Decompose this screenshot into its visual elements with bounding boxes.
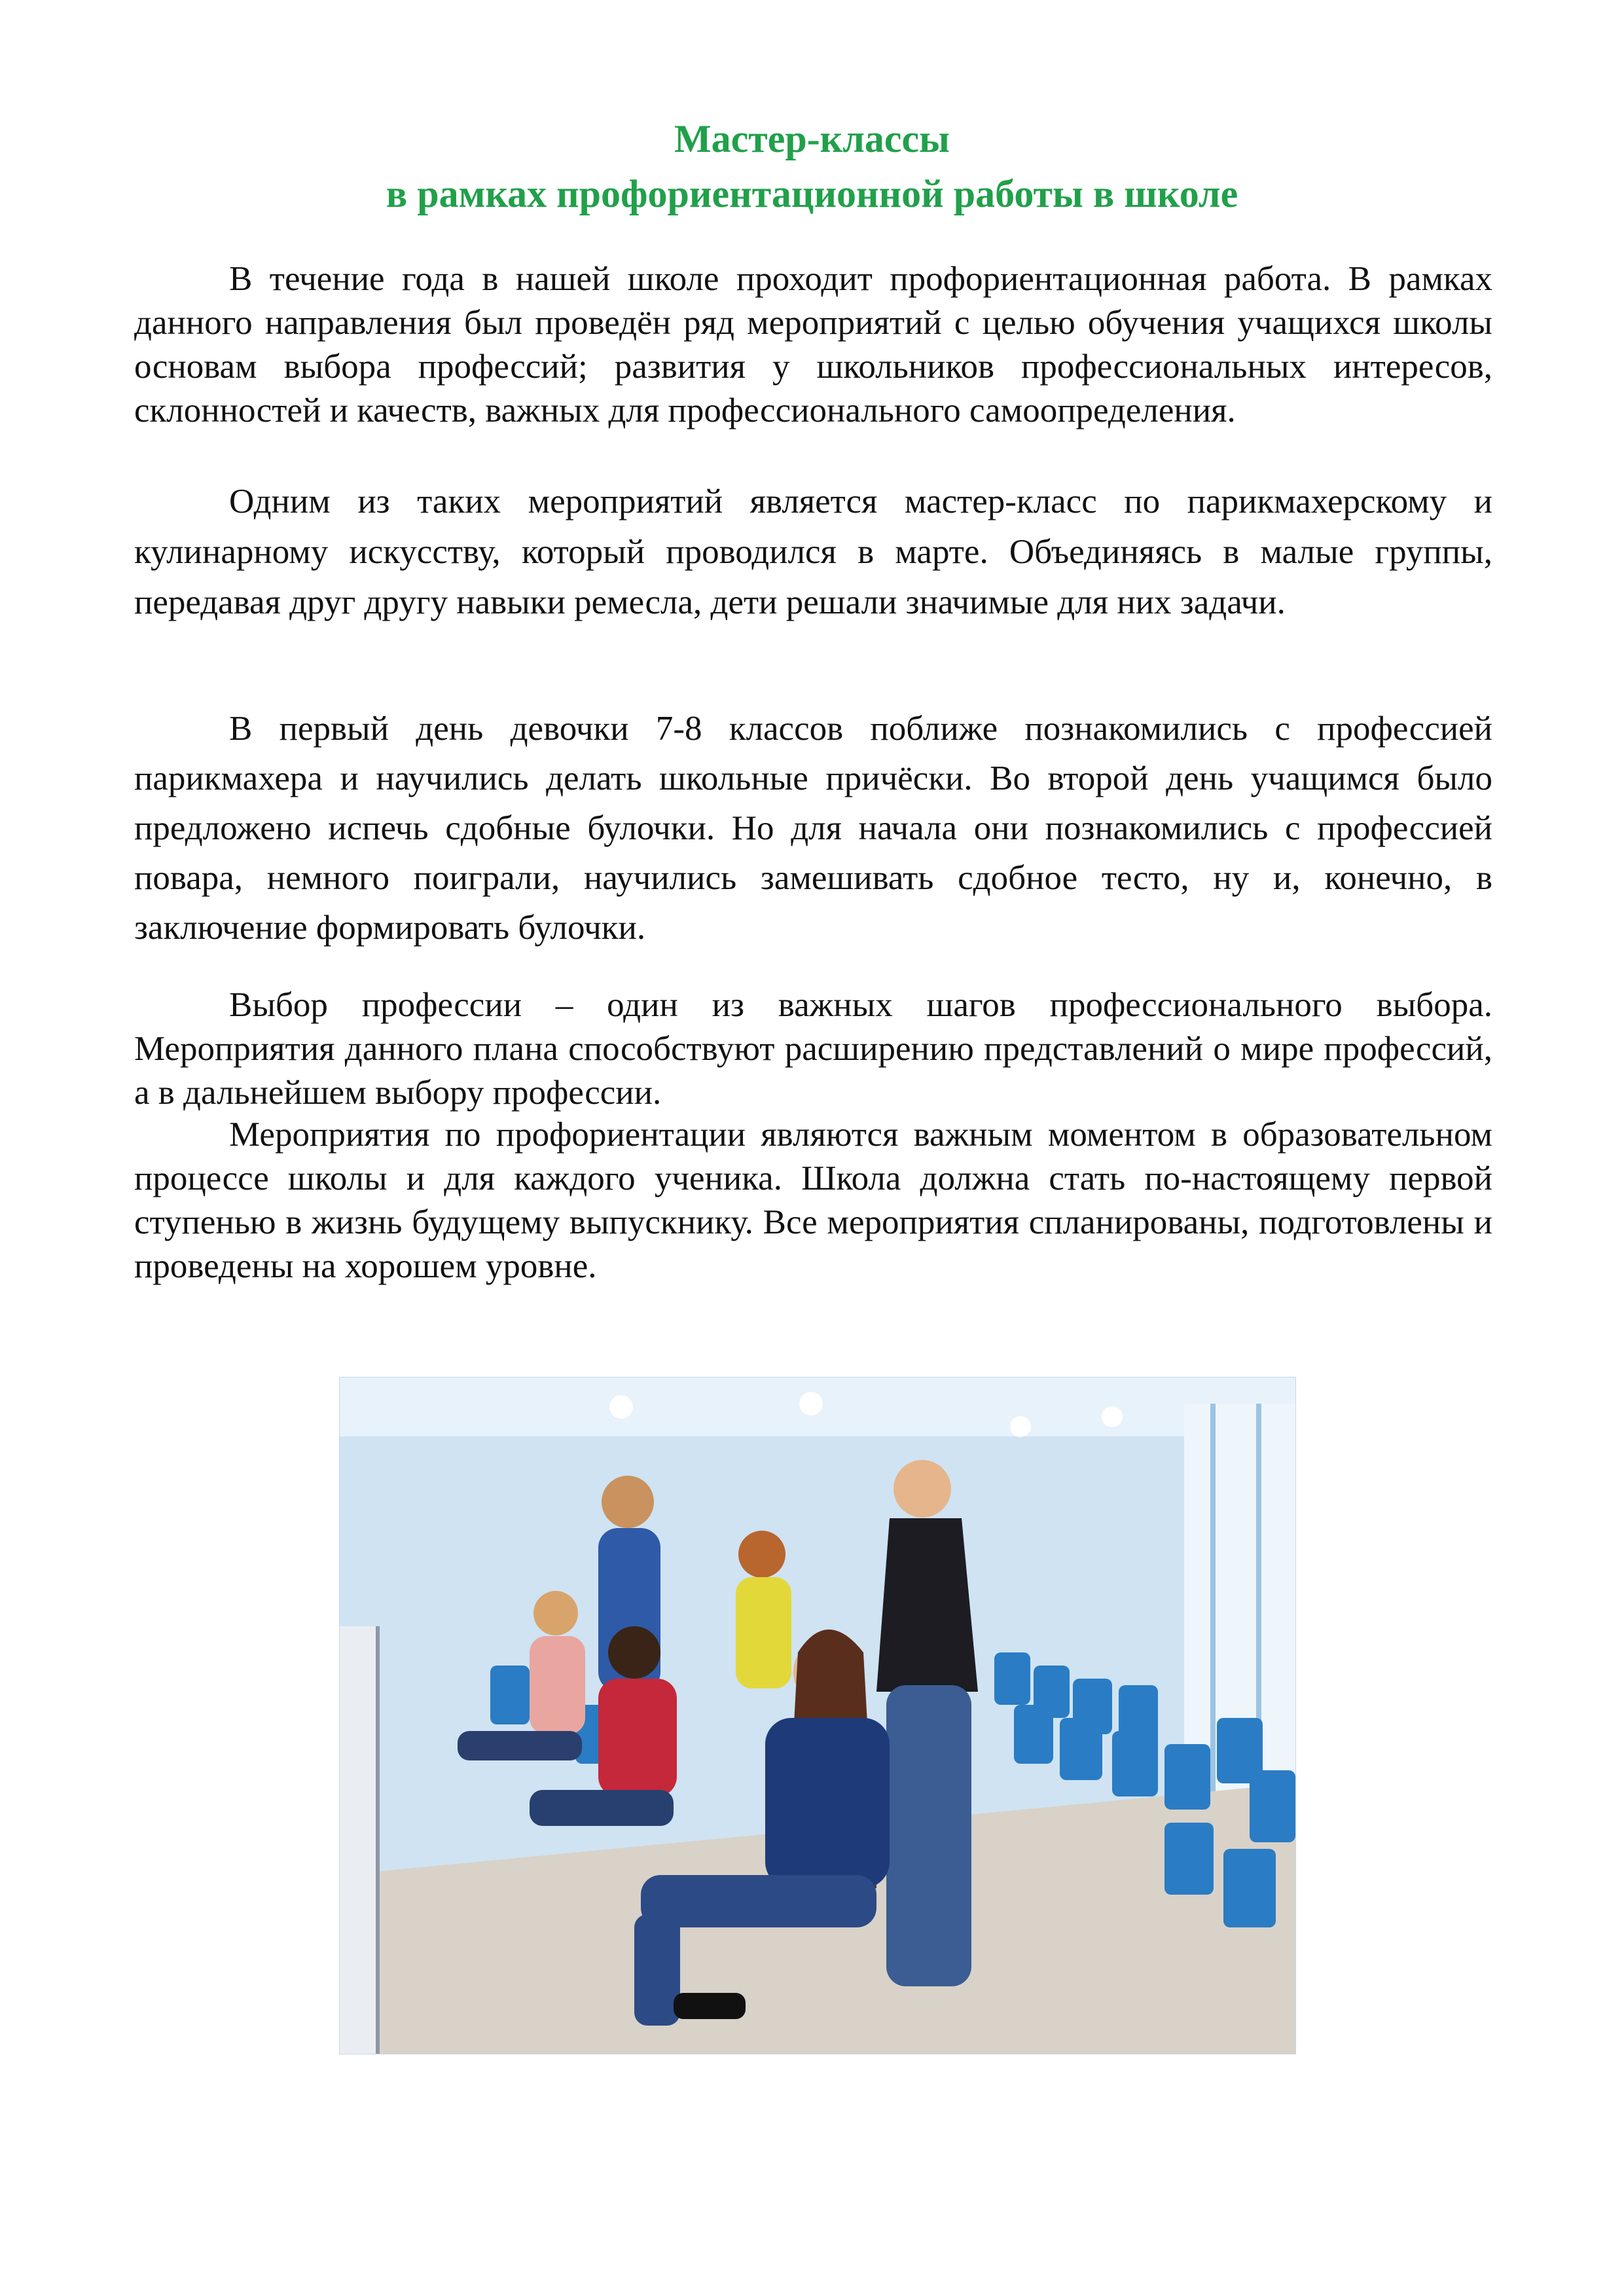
photo-lamp [1010,1416,1031,1437]
photo-lamp [1102,1406,1123,1427]
paragraph-master-class: Одним из таких мероприятий является мастер-класс по парикмахерскому и кулинарному искусству, который проводился в марте. Объединяясь в малые группы, передавая друг другу навыки ремесла, дети решали значимые для них задачи. [134,483,1492,621]
paragraph-days: В первый день девочки 7-8 классов поближе познакомились с профессией парикмахера и научились делать школьные причёски. Во второй день учащимся было предложено испечь сдобные булочки. Но для начала они познакомились с профессией повара, немного поиграли, научились замешивать сдобное тесто, ну и, конечно, в заключение формировать булочки. [134,710,1492,947]
photo-lamp [799,1392,823,1415]
paragraph-conclusion: Мероприятия по профориентации являются важным моментом в образовательном процессе школы и для каждого ученика. Школа должна стать по-настоящему первой ступенью в жизнь будущему выпускнику. Все мероприятия спланированы, подготовлены и проведены на хорошем уровне. [134,1116,1492,1285]
title-line-1: Мастер-классы [674,117,950,160]
page-title [0,111,1624,221]
photo-railing-bar [376,1626,380,2054]
title-line-2: в рамках профориентационной работы в школе [386,172,1238,215]
photo-illustration [340,1377,1295,2054]
paragraph-choice: Выбор профессии – один из важных шагов профессионального выбора. Мероприятия данного плана способствуют расширению представлений о мире профессий, а в дальнейшем выбору профессии. [134,986,1492,1112]
event-photo [339,1377,1296,2054]
photo-lamp [609,1395,633,1419]
paragraph-intro: В течение года в нашей школе проходит профориентационная работа. В рамках данного направления был проведён ряд мероприятий с целью обучения учащихся школы основам выбора профессий; развития у школьников профессиональных интересов, склонностей и качеств, важных для профессионального самоопределения. [134,260,1492,429]
photo-window-frame [1210,1404,1216,1796]
photo-railing [340,1626,379,2054]
